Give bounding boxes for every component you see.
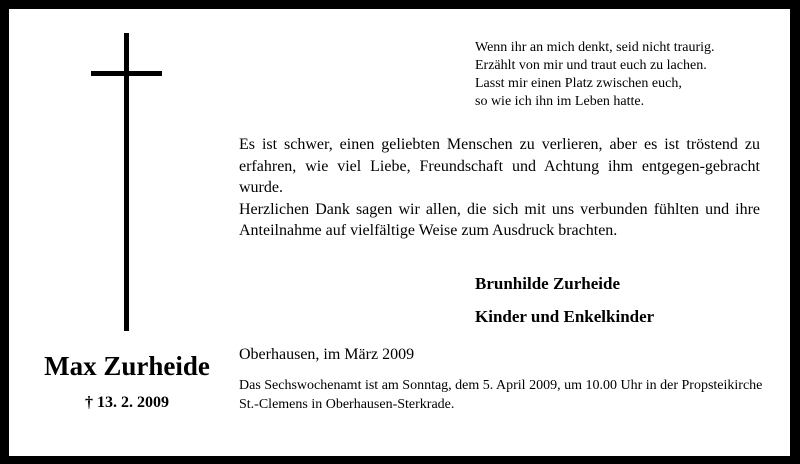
- mass-notice: Das Sechswochenamt ist am Sonntag, dem 5. April 2009, um 10.00 Uhr in der Propsteikirche St.-Clemens in Oberhausen-Sterkrade.: [239, 378, 763, 412]
- deceased-name: Max Zurheide: [44, 351, 210, 381]
- poem-line: Lasst mir einen Platz zwischen euch,: [475, 76, 682, 91]
- signer-family: Kinder und Enkelkinder: [475, 307, 655, 326]
- place-date: Oberhausen, im März 2009: [239, 346, 415, 363]
- signer-spouse: Brunhilde Zurheide: [475, 274, 621, 293]
- poem-line: Erzählt von mir und traut euch zu lachen.: [475, 58, 707, 73]
- condolence-paragraph-1: Es ist schwer, einen geliebten Menschen zu verlieren, aber es ist tröstend zu erfahren, wie viel Liebe, Freundschaft und Achtung ihm entgegen-gebracht wurde.: [239, 136, 760, 196]
- signers: [475, 267, 654, 333]
- poem-line: Wenn ihr an mich denkt, seid nicht traurig.: [475, 40, 715, 55]
- obituary-card: [9, 9, 790, 456]
- thanks-paragraph: Herzlichen Dank sagen wir allen, die sich mit uns verbunden fühlten und ihre Anteilnahme auf vielfältige Weise zum Ausdruck brachten.: [239, 200, 760, 239]
- poem-line: so wie ich ihn im Leben hatte.: [475, 94, 645, 109]
- death-date: † 13. 2. 2009: [85, 394, 169, 411]
- poem: [475, 39, 775, 111]
- condolence-text: [239, 134, 760, 242]
